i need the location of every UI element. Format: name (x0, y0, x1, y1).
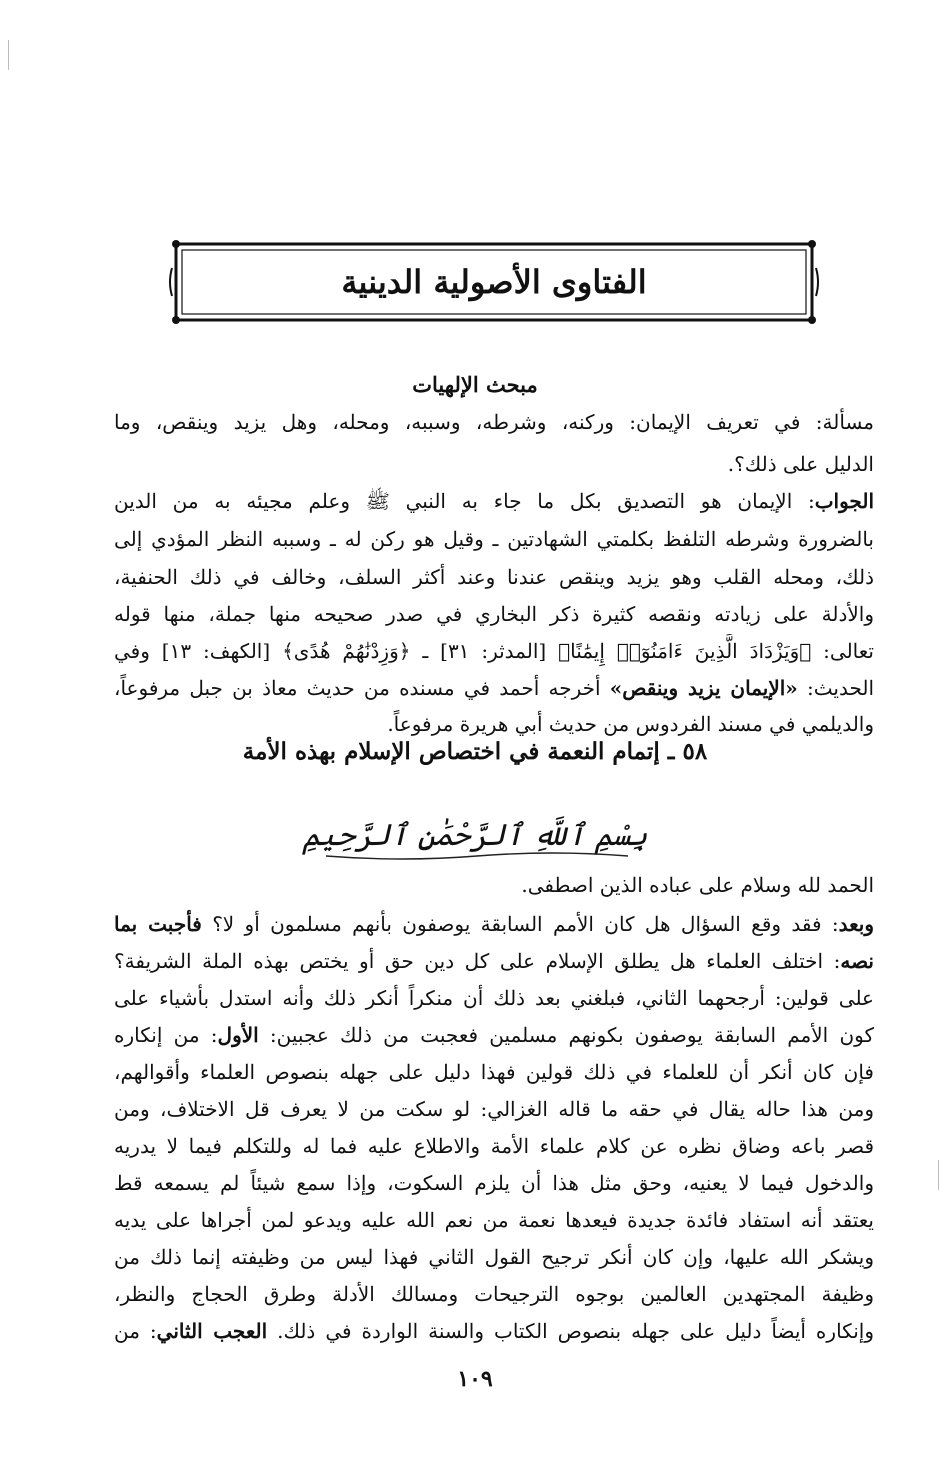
body-text: كون الأمم السابقة يوصفون بكونهم مسلمين فعجبت من ذلك عجبين: (258, 1023, 874, 1047)
body-term: العجب الثاني (156, 1319, 268, 1343)
answer-line-4: والأدلة على زيادته ونقصه كثيرة ذكر البخاري في صدر صحيحه منها جملة، منها قوله (114, 602, 874, 626)
body-line-2 (114, 944, 874, 978)
body-text: : فقد وقع السؤال هل كان الأمم السابقة يوصفون بأنهم مسلمون أو لا؟ (201, 912, 839, 936)
praise-line: الحمد لله وسلام على عباده الذين اصطفى. (521, 873, 874, 897)
hadith-prefix: الحديث: (797, 676, 874, 700)
answer-text: : الإيمان هو التصديق بكل ما جاء به النبي ﷺ وعلم مجيئه به من الدين (114, 489, 815, 513)
page-title: الفتاوى الأصولية الدينية (341, 263, 647, 301)
answer-line-5: تعالى: ﴿وَيَزْدَادَ الَّذِينَ ءَامَنُوٓا۟ إِيمَٰنًا﴾ [المدثر: ٣١] ـ ﴿وَزِدْنَٰهُمْ هُدًى﴾ [الكهف: ١٣] وفي (114, 639, 874, 663)
body-text: : اختلف العلماء هل يطلق الإسلام على كل دين حق أو يختص بهذه الملة الشريفة؟ (114, 949, 841, 973)
answer-line-3: ذلك، ومحله القلب وهو يزيد وينقص عندنا وعند أكثر السلف، وخالف في ذلك الحنفية، (114, 565, 874, 589)
body-term: نصه (840, 949, 874, 973)
hadith-source: أخرجه أحمد في مسنده من حديث معاذ بن جبل مرفوعاً، (114, 676, 610, 700)
section-heading: مبحث الإلهيات (412, 372, 538, 397)
body-line-12 (114, 1314, 874, 1348)
answer-line-6 (114, 671, 874, 705)
basmala: بِسْمِ ٱللَّهِ ٱلرَّحْمَٰنِ ٱلرَّحِيمِ (302, 818, 648, 853)
body-line-1 (114, 907, 874, 941)
body-term: وبعد (838, 912, 874, 936)
question-line-2: الدليل على ذلك؟. (727, 452, 874, 476)
answer-label: الجواب (814, 489, 874, 513)
body-text: : من إنكاره (114, 1023, 218, 1047)
answer-line-2: بالضرورة وشرطه التلفظ بكلمتي الشهادتين ـ وقيل هو ركن له ـ وسببه النظر المؤدي إلى (114, 527, 874, 551)
body-line-5: فإن كان أنكر أن للعلماء في ذلك قولين فهذا دليل على جهله بنصوص العلماء وأقوالهم، (114, 1060, 874, 1084)
body-term: فأجبت بما (114, 912, 202, 936)
body-line-6: ومن هذا حاله يقال في حقه ما قاله الغزالي: لو سكت من لا يعرف قل الاختلاف، ومن (114, 1097, 874, 1121)
body-line-4 (114, 1018, 874, 1052)
body-text: وإنكاره أيضاً دليل على جهله بنصوص الكتاب والسنة الواردة في ذلك. (267, 1319, 874, 1343)
scan-edge-mark (938, 1160, 939, 1190)
body-line-3: على قولين: أرجحهما الثاني، فبلغني بعد ذلك أن منكراً أنكر ذلك وأنه استدل بأشياء على (114, 986, 874, 1010)
body-line-11: وظيفة المجتهدين العالمين بوجوه الترجيحات ومسالك الأدلة وطرق الحجاج والنظر، (114, 1282, 874, 1306)
question-line-1: مسألة: في تعريف الإيمان: وركنه، وشرطه، وسببه، ومحله، وهل يزيد وينقص، وما (114, 410, 874, 434)
title-frame (168, 238, 820, 326)
body-line-7: قصر باعه وضاق نظره عن كلام علماء الأمة والاطلاع عليه فما له وللتكلم فيما لا يدريه (114, 1134, 874, 1158)
body-line-9: يعتقد أنه استفاد فائدة جديدة فيعدها نعمة من نعم الله عليه ويدعو لمن أجراها على يديه (114, 1208, 874, 1232)
body-line-8: والدخول فيما لا يعنيه، وحق مثل هذا أن يلزم السكوت، وإذا سمع شيئاً لم يسمعه قط (114, 1171, 874, 1195)
hadith-quote: «الإيمان يزيد وينقص» (609, 676, 798, 700)
body-line-10: ويشكر الله عليها، وإن كان أنكر ترجيح القول الثاني فهذا ليس من وظيفته إنما ذلك من (114, 1245, 874, 1269)
scan-edge-mark (8, 40, 9, 70)
page-number: ١٠٩ (457, 1366, 493, 1392)
basmala-flourish (322, 846, 632, 866)
body-term: الأول (217, 1023, 259, 1047)
body-text: : من (114, 1319, 157, 1343)
fatwa-heading: ٥٨ ـ إتمام النعمة في اختصاص الإسلام بهذه الأمة (242, 738, 708, 765)
answer-line-1 (114, 484, 874, 518)
answer-line-7: والديلمي في مسند الفردوس من حديث أبي هريرة مرفوعاً. (387, 712, 874, 736)
